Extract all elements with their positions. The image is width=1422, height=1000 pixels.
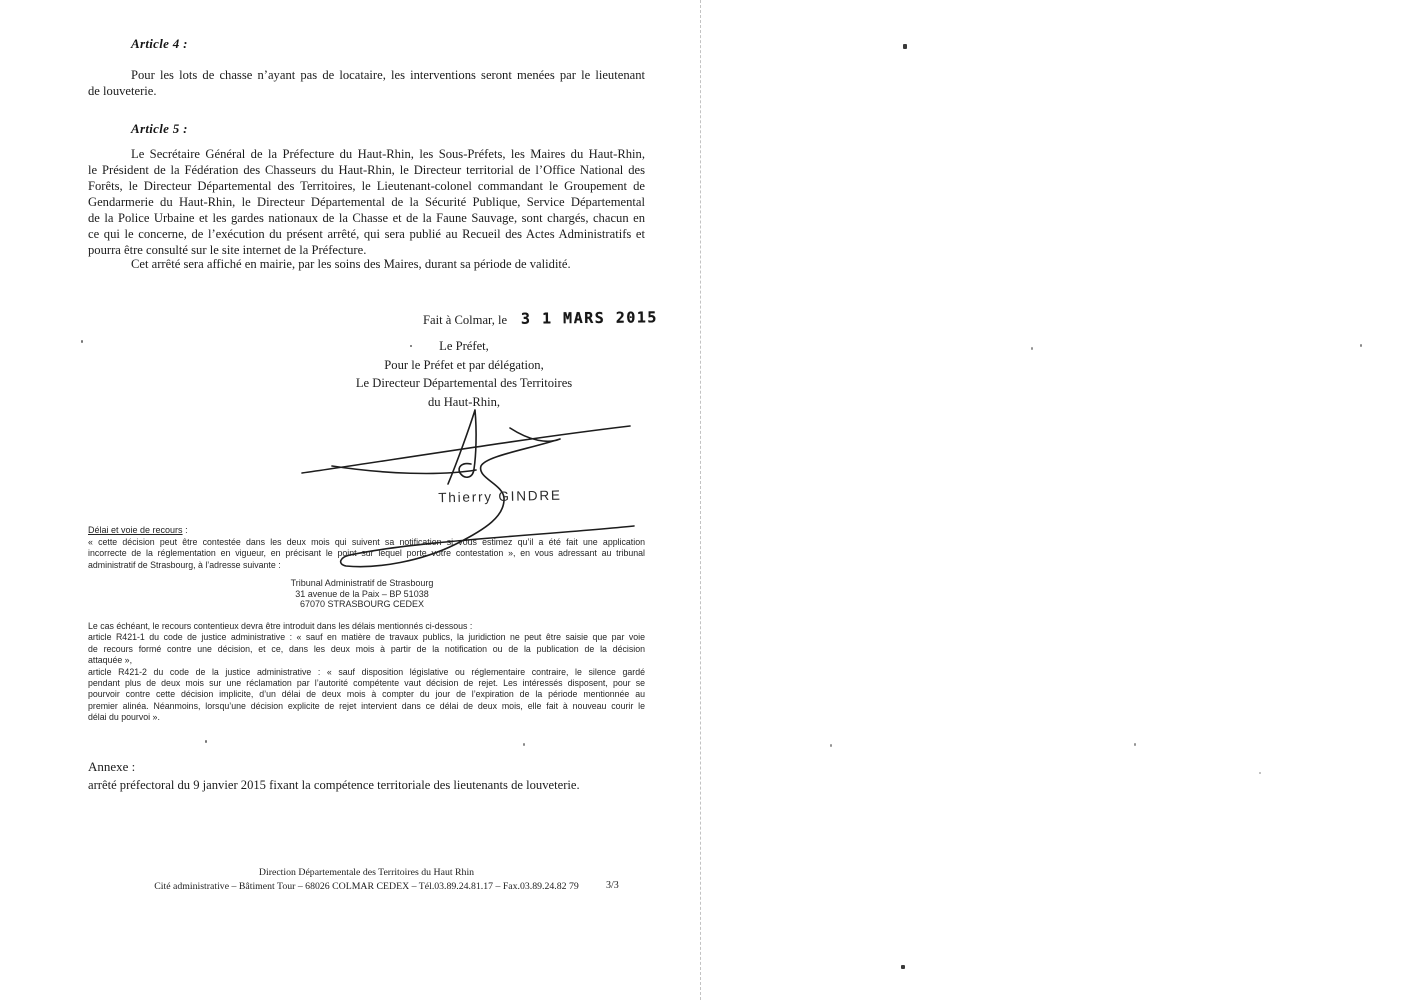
article-4-paragraph: Pour les lots de chasse n’ayant pas de locataire, les interventions seront menées par le lieutenant de louveterie. <box>88 68 645 98</box>
date-place-label: Fait à Colmar, le <box>423 313 508 327</box>
recours-heading-colon: : <box>182 525 188 535</box>
footer-line-1: Direction Départementale des Territoires du Haut Rhin <box>258 867 475 878</box>
scan-speck <box>1360 344 1362 347</box>
recours-heading <box>88 525 188 535</box>
recours-heading-text: Délai et voie de recours <box>88 525 183 535</box>
article-5-heading: Article 5 : <box>131 121 188 136</box>
annexe-line: arrêté préfectoral du 9 janvier 2015 fixant la compétence territoriale des lieutenants de louveterie. <box>88 778 580 792</box>
scan-speck <box>1134 743 1136 746</box>
article-4-heading: Article 4 : <box>131 36 188 51</box>
tribunal-address-block: Tribunal Administratif de Strasbourg 31 avenue de la Paix – BP 51038 67070 STRASBOURG CEDEX <box>290 578 434 610</box>
article-5-paragraph: Le Secrétaire Général de la Préfecture du Haut-Rhin, les Sous-Préfets, les Maires du Haut-Rhin, le Président de la Fédération des Chasseurs du Haut-Rhin, le Directeur territorial de l’Office National des Forêts, le Directeur Départemental des Territoires, le Lieutenant-colonel commandant le Groupement de Gendarmerie du Haut-Rhin, le Directeur Départemental de la Sécurité Publique, Service Départemental de la Police Urbaine et les gardes nationaux de la Chasse et de la Faune Sauvage, sont chargés, chacun en ce qui le concerne, de l’exécution du présent arrêté, qui sera publié au Recueil des Actes Administratifs et pourra être consulté sur le site internet de la Préfecture. <box>88 147 645 257</box>
scan-speck <box>205 740 207 743</box>
recours-paragraph-1: « cette décision peut être contestée dans les deux mois qui suivent sa notification si vous estimez qu’il a été fait une application incorrecte de la réglementation en vigueur, en précisant le point sur lequel porte votre contestation », en vous adressant au tribunal administratif de Strasbourg, à l’adresse suivante : <box>88 537 645 570</box>
display-notice-paragraph: Cet arrêté sera affiché en mairie, par les soins des Maires, durant sa période de validité. <box>131 257 571 271</box>
scan-fold-line <box>700 0 701 1000</box>
page-number: 3/3 <box>606 880 619 891</box>
signature-title-block: Le Préfet, Pour le Préfet et par délégation, Le Directeur Départemental des Territoires du Haut-Rhin, <box>355 339 573 409</box>
recours-paragraph-2: Le cas échéant, le recours contentieux devra être introduit dans les délais mentionnés ci-dessous : article R421-1 du code de justice administrative : « sauf en matière de travaux publics, la juridiction ne peut être saisie que par voie de recours formé contre une décision, et ce, dans les deux mois à partir de la notification ou de la publication de la décision attaquée », article R421-2 du code de la justice administrative : « sauf disposition législative ou réglementaire contraire, le silence gardé pendant plus de deux mois sur une réclamation par l’autorité compétente vaut décision de rejet. Les intéressés disposent, pour se pourvoir contre cette décision implicite, d’un délai de deux mois à compter du jour de l’expiration de la période mentionnée au premier alinéa. Néanmoins, lorsqu’une décision explicite de rejet intervient dans ce délai de deux mois, elle fait à nouveau courir le délai du pourvoi ». <box>88 621 645 723</box>
scan-speck <box>903 44 907 49</box>
scan-speck <box>830 744 832 747</box>
annexe-heading: Annexe : <box>88 759 136 774</box>
scan-speck <box>81 340 83 343</box>
scan-speck <box>901 965 905 969</box>
scan-speck <box>523 743 525 746</box>
signatory-name: Thierry GINDRE <box>438 487 562 506</box>
footer-line-2: Cité administrative – Bâtiment Tour – 68026 COLMAR CEDEX – Tél.03.89.24.81.17 – Fax.03.89.24.82 79 <box>154 880 579 892</box>
date-row <box>423 310 658 328</box>
date-stamp: 3 1 MARS 2015 <box>521 308 659 328</box>
scan-speck <box>1259 772 1261 774</box>
footer <box>88 866 645 893</box>
scan-speck <box>1031 347 1033 350</box>
